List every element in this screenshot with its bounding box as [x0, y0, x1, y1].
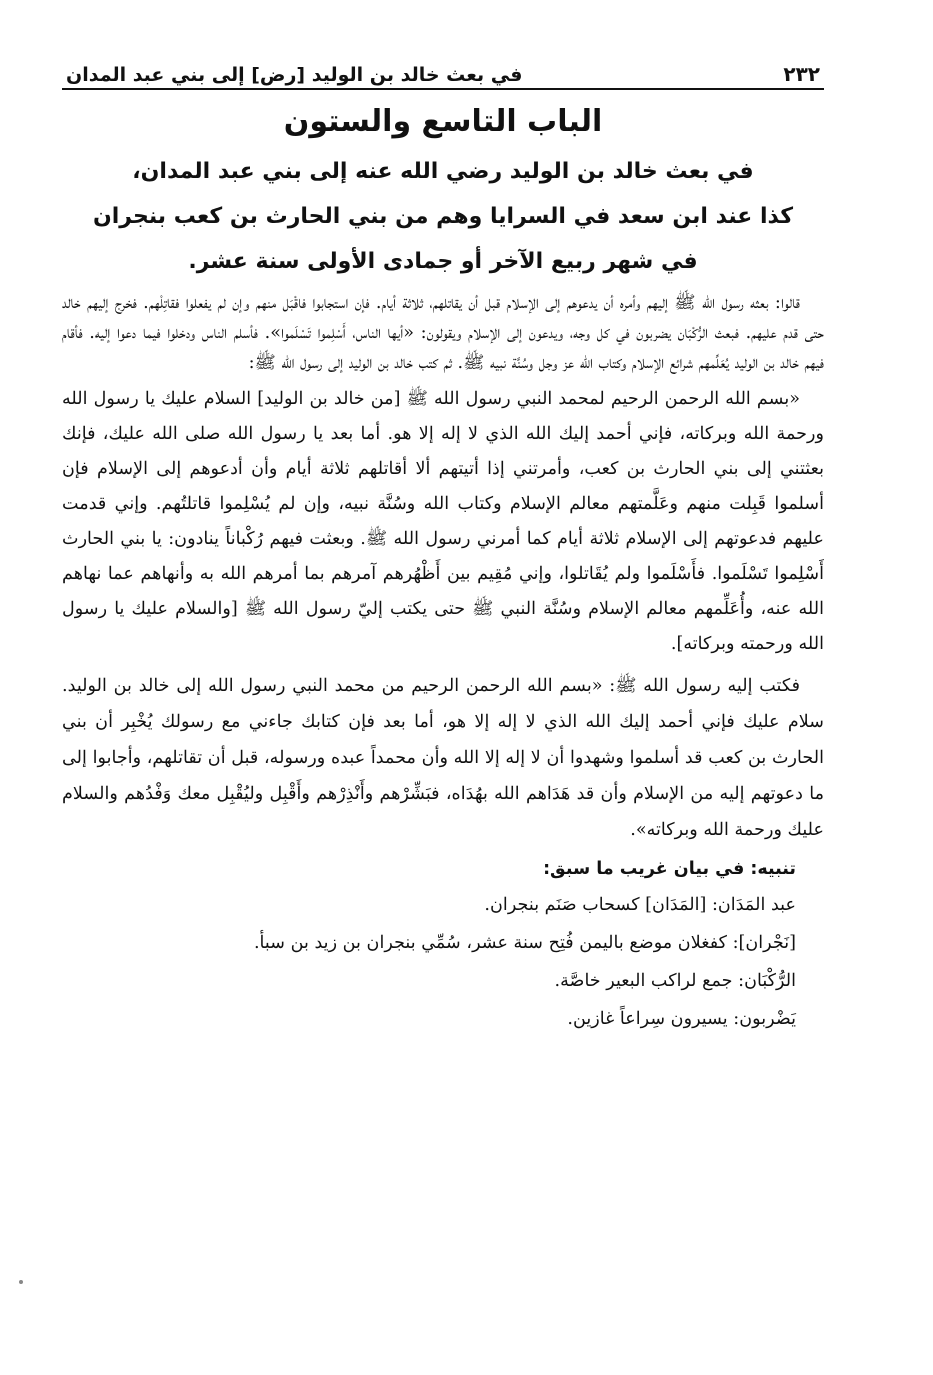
running-title: في بعث خالد بن الوليد [رض] إلى بني عبد المدان	[66, 64, 523, 86]
prophet-reply-paragraph: فكتب إليه رسول الله ﷺ: «بسم الله الرحمن الرحيم من محمد النبي رسول الله إلى خالد بن الوليد. سلام عليك فإني أحمد إليك الله الذي لا إله إلا هو، أما بعد فإن كتابك جاءني مع رسولك يُخْبِر أن بني الحارث بن كعب قد أسلموا وشهدوا أن لا إله إلا الله وأن محمداً عبده ورسوله، قبل أن تقاتلهم، وأجابوا إلى ما دعوتهم إليه من الإسلام وأن قد هَدَاهم الله بهُدَاه، فبَشِّرْهم وأَنْذِرْهم وأَقْبِل وليُقْبِل معك وَفْدُهم والسلام عليك ورحمة الله وبركاته».	[62, 676, 824, 840]
scan-speck	[19, 1280, 23, 1284]
chapter-title: الباب التاسع والستون	[283, 104, 603, 139]
gloss-item: [نَجْران]: كفغلان موضع باليمن فُتِح سنة عشر، سُمِّي بنجران بن زيد بن سبأ.	[253, 933, 796, 953]
notes-heading: تنبيه: في بيان غريب ما سبق:	[543, 859, 796, 879]
khalid-letter-paragraph: «بسم الله الرحمن الرحيم لمحمد النبي رسول الله ﷺ [من خالد بن الوليد] السلام عليك يا رسول الله ورحمة الله وبركاته، فإني أحمد إليك الله الذي لا إله إلا هو. أما بعد يا رسول الله صلى الله عليك، فإنك بعثتني إلى بني الحارث بن كعب، وأمرتني إذا أتيتهم ألا أقاتلهم ثلاثة أيام وأن أدعوهم إلى الإسلام فإن أسلموا قَبِلت منهم وعَلَّمتهم معالم الإسلام وكتاب الله وسُنَّة نبيه، وإن لم يُسْلِموا قاتلتُهم. وإني قدمت عليهم فدعوتهم إلى الإسلام ثلاثة أيام كما أمرني رسول الله ﷺ. وبعثت فيهم رُكْباناً ينادون: يا بني الحارث أَسْلِموا تَسْلَموا. فأَسْلَموا ولم يُقَاتلوا، وإني مُقِيم بين أَظْهُرهم آمرهم بما أمرهم الله به وأنهاهم عما نهاهم الله عنه، وأُعَلِّمهم معالم الإسلام وسُنَّة النبي ﷺ حتى يكتب إليّ رسول الله ﷺ [والسلام عليك يا رسول الله ورحمته وبركاته].	[62, 389, 824, 654]
subtitle-line: كذا عند ابن سعد في السرايا وهم من بني الحارث بن كعب بنجران	[92, 204, 794, 229]
subtitle-line: في بعث خالد بن الوليد رضي الله عنه إلى بني عبد المدان،	[132, 159, 754, 184]
gloss-item: عبد المَدَان: [المَدَان] كسحاب صَنَم بنجران.	[484, 895, 796, 915]
document-page	[62, 52, 824, 1362]
page-number: ٢٣٢	[783, 62, 820, 86]
running-header	[62, 52, 824, 90]
chapter-subtitle	[62, 149, 824, 284]
gloss-item: يَضْربون: يسيرون سِراعاً غازين.	[567, 1009, 796, 1029]
gloss-item: الرُّكْبَان: جمع لراكب البعير خاصَّة.	[554, 971, 796, 991]
subtitle-line: في شهر ربيع الآخر أو جمادى الأولى سنة عشر.	[188, 249, 698, 274]
intro-paragraph: قالوا: بعثه رسول الله ﷺ إليهم وأمره أن يدعوهم إلى الإسلام قبل أن يقاتلهم، ثلاثة أيام. فإن استجابوا فاقْبَل منهم وإن لم يفعلوا فقاتِلْهم. فخرج إليهم خالد حتى قدم عليهم. فبعث الرُّكْبَان يضربون في كل وجه، ويدعون إلى الإسلام ويقولون: «أيها الناس، أَسْلِموا تَسْلَموا». فأسلم الناس ودخلوا فيما دعوا إليه. فأقام فيهم خالد بن الوليد يُعَلِّمهم شرائع الإسلام وكتاب الله عز وجل وسُنَّة نبيه ﷺ. ثم كتب خالد بن الوليد إلى رسول الله ﷺ:	[62, 293, 824, 373]
